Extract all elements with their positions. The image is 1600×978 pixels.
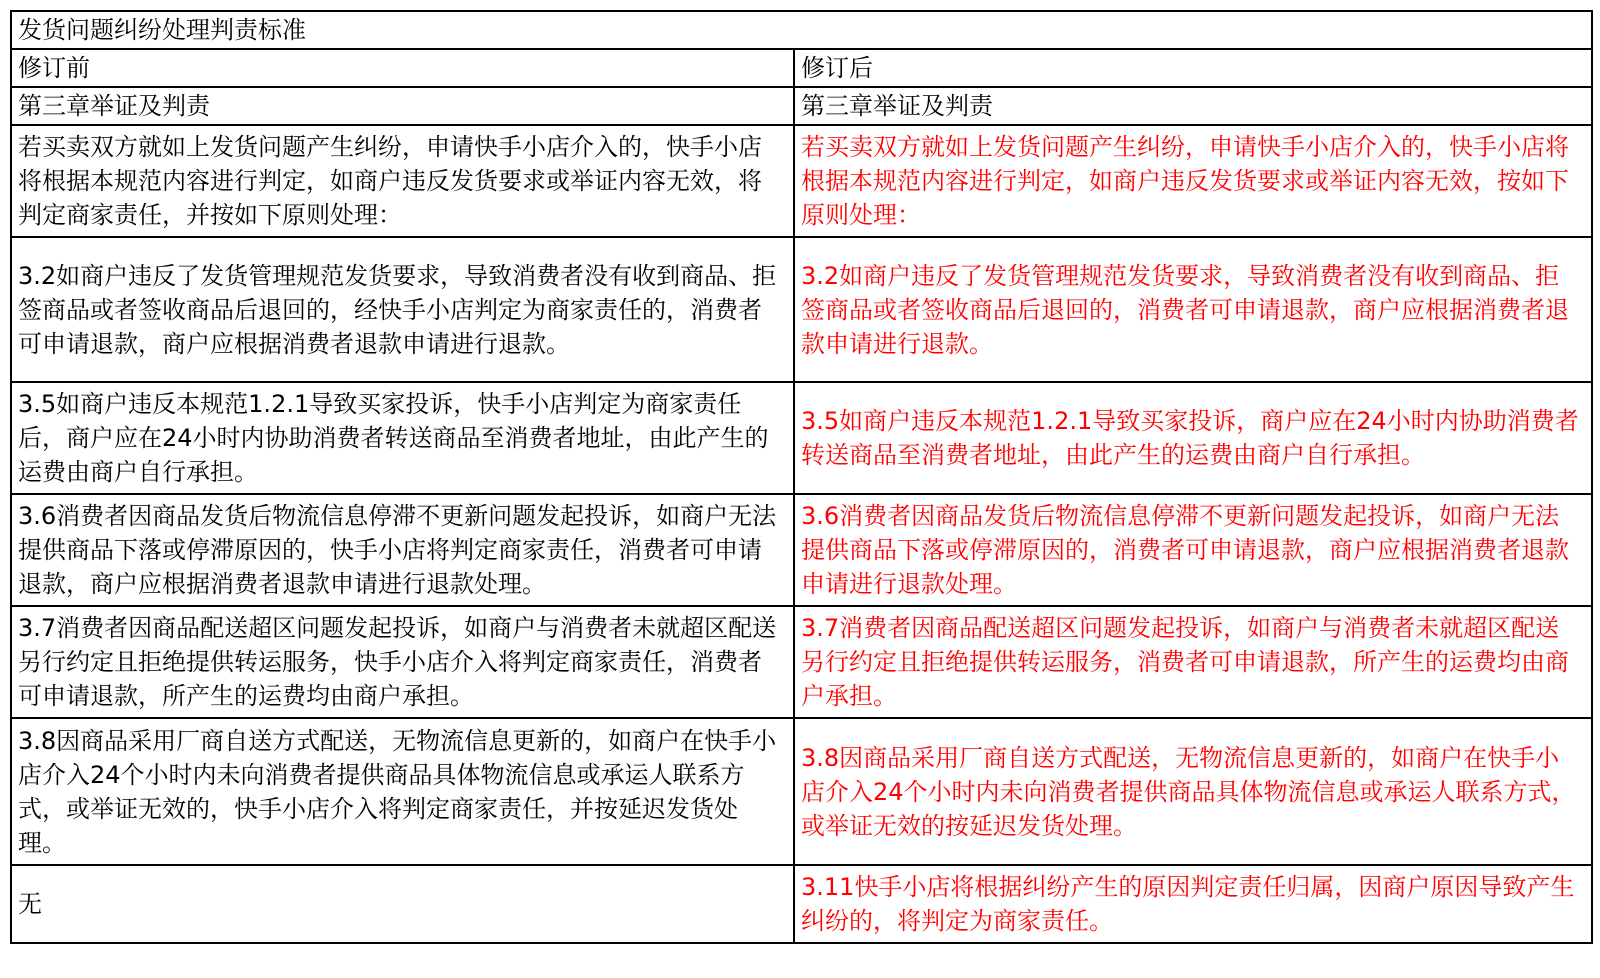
chapter-row: [11, 87, 1592, 125]
header-before: 修订前: [11, 49, 794, 87]
cell-before: 3.5如商户违反本规范1.2.1导致买家投诉，快手小店判定为商家责任后，商户应在24小时内协助消费者转送商品至消费者地址，由此产生的运费由商户自行承担。: [11, 382, 794, 494]
table-row: [11, 494, 1592, 606]
cell-after: 3.2如商户违反了发货管理规范发货要求，导致消费者没有收到商品、拒签商品或者签收商品后退回的，消费者可申请退款，商户应根据消费者退款申请进行退款。: [794, 237, 1592, 382]
cell-before: 若买卖双方就如上发货问题产生纠纷，申请快手小店介入的，快手小店将根据本规范内容进行判定，如商户违反发货要求或举证内容无效，将判定商家责任，并按如下原则处理：: [11, 125, 794, 237]
cell-before: 无: [11, 865, 794, 943]
cell-after: 3.6消费者因商品发货后物流信息停滞不更新问题发起投诉，如商户无法提供商品下落或停滞原因的，消费者可申请退款，商户应根据消费者退款申请进行退款处理。: [794, 494, 1592, 606]
cell-after: 3.11快手小店将根据纠纷产生的原因判定责任归属，因商户原因导致产生纠纷的，将判定为商家责任。: [794, 865, 1592, 943]
title-row: [11, 11, 1592, 49]
table-row: [11, 237, 1592, 382]
chapter-before: 第三章举证及判责: [11, 87, 794, 125]
header-row: [11, 49, 1592, 87]
cell-before: 3.6消费者因商品发货后物流信息停滞不更新问题发起投诉，如商户无法提供商品下落或停滞原因的，快手小店将判定商家责任，消费者可申请退款，商户应根据消费者退款申请进行退款处理。: [11, 494, 794, 606]
chapter-after: 第三章举证及判责: [794, 87, 1592, 125]
cell-before: 3.7消费者因商品配送超区问题发起投诉，如商户与消费者未就超区配送另行约定且拒绝提供转运服务，快手小店介入将判定商家责任，消费者可申请退款，所产生的运费均由商户承担。: [11, 606, 794, 718]
header-after: 修订后: [794, 49, 1592, 87]
table-row: [11, 606, 1592, 718]
cell-after: 3.7消费者因商品配送超区问题发起投诉，如商户与消费者未就超区配送另行约定且拒绝提供转运服务，消费者可申请退款，所产生的运费均由商户承担。: [794, 606, 1592, 718]
table-row: [11, 382, 1592, 494]
table-row: [11, 125, 1592, 237]
cell-after: 3.5如商户违反本规范1.2.1导致买家投诉，商户应在24小时内协助消费者转送商品至消费者地址，由此产生的运费由商户自行承担。: [794, 382, 1592, 494]
cell-before: 3.8因商品采用厂商自送方式配送，无物流信息更新的，如商户在快手小店介入24个小时内未向消费者提供商品具体物流信息或承运人联系方式，或举证无效的，快手小店介入将判定商家责任，并按延迟发货处理。: [11, 718, 794, 865]
table-title: 发货问题纠纷处理判责标准: [11, 11, 1592, 49]
revision-comparison-table: [10, 10, 1593, 944]
cell-before: 3.2如商户违反了发货管理规范发货要求，导致消费者没有收到商品、拒签商品或者签收商品后退回的，经快手小店判定为商家责任的，消费者可申请退款，商户应根据消费者退款申请进行退款。: [11, 237, 794, 382]
table-row: [11, 718, 1592, 865]
cell-after: 3.8因商品采用厂商自送方式配送，无物流信息更新的，如商户在快手小店介入24个小时内未向消费者提供商品具体物流信息或承运人联系方式，或举证无效的按延迟发货处理。: [794, 718, 1592, 865]
cell-after: 若买卖双方就如上发货问题产生纠纷，申请快手小店介入的，快手小店将根据本规范内容进行判定，如商户违反发货要求或举证内容无效，按如下原则处理：: [794, 125, 1592, 237]
table-row: [11, 865, 1592, 943]
